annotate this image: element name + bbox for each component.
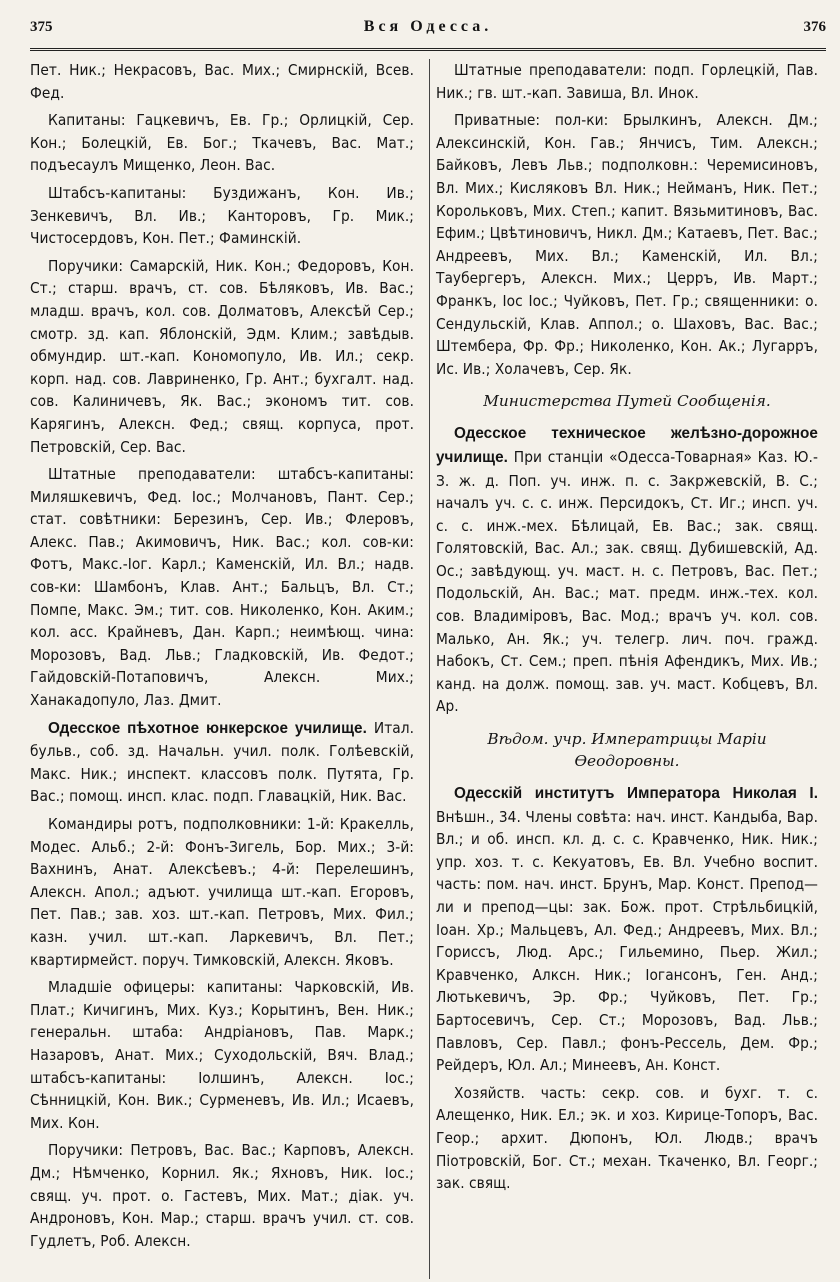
institution-entry	[436, 782, 818, 1077]
paragraph: Пет. Ник.; Некрасовъ, Вас. Мих.; Смирнскій, Всев. Фед.	[30, 61, 414, 102]
paragraph: Приватные: пол-ки: Брылкинъ, Алексн. Дм.; Алексинскій, Кон. Гав.; Янчисъ, Тим. Алексн.; Байковъ, Левъ Льв.; подполковн.: Черемисиновъ, Вл. Мих.; Кисляковъ Вл. Ник.; Нейманъ, Ник. Пет.; Корольковъ, Мих. Степ.; капит. Вязьмитиновъ, Вас. Ефим.; Цвѣтиновичъ, Никл. Дм.; Катаевъ, Пет. Вас.; Андреевъ, Мих. Вл.; Каменскій, Ил. Вл.; Таубергеръ, Алексн. Мих.; Церръ, Ив. Март.; Франкъ, Іос Іос.; Чуйковъ, Пет. Гр.; священники: о. Сендульскій, Клав. Аппол.; о. Шаховъ, Вас. Вас.; Штембера, Фр. Фр.; Николенко, Кон. Ак.; Лугарръ, Ис. Ив.; Холачевъ, Сер. Як.	[436, 111, 818, 378]
right-column	[436, 59, 818, 1257]
paragraph: Штатные преподаватели: штабсъ-капитаны: Миляшкевичъ, Фед. Іос.; Молчановъ, Пант. Сер.; стат. совѣтники: Березинъ, Сер. Ив.; Флеровъ, Алекс. Пав.; Акимовичъ, Ник. Вас.; кол. сов-ки: Фотъ, Макс.-Іог. Карл.; Каменскій, Ил. Вл.; надв. сов-ки: Шамбонъ, Клав. Ант.; Бальцъ, Вл. Ст.; Помпе, Макс. Эм.; тит. сов. Николенко, Кон. Аким.; кол. асс. Крайневъ, Дан. Карп.; неимѣющ. чина: Морозовъ, Вад. Льв.; Гладковскій, Ив. Федот.; Гайдовскій-Потаповичъ, Алексн. Мих.; Ханакадопуло, Лаз. Дмит.	[30, 465, 414, 710]
paragraph: Штабсъ-капитаны: Буздижанъ, Кон. Ив.; Зенкевичъ, Вл. Ив.; Канторовъ, Гр. Мик.; Чистосердовъ, Кон. Пет.; Фаминскій.	[30, 183, 414, 248]
institution-entry	[436, 422, 818, 718]
institution-name: Одесскій институтъ Императора Николая І.	[454, 785, 818, 803]
paragraph: Хозяйств. часть: секр. сов. и бухг. т. с. Алещенко, Ник. Ел.; эк. и хоз. Кирице-Топоръ, Вас. Геор.; архит. Дюпонъ, Юл. Людв.; врачъ Піотровскій, Бог. Ст.; механ. Ткаченко, Вл. Георг.; зак. свящ.	[436, 1083, 818, 1193]
institution-text: Итал. бульв., соб. зд. Начальн. учил. полк. Голѣевскій, Макс. Ник.; инспект. классовъ полк. Путята, Гр. Вас.; помощ. инсп. клас. подп. Главацкій, Ник. Вас.	[30, 718, 415, 806]
paragraph: Поручики: Самарскій, Ник. Кон.; Федоровъ, Кон. Ст.; старш. врачъ, ст. сов. Бѣляковъ, Ив. Вас.; младш. врачъ, кол. сов. Долматовъ, Алексѣй Сер.; смотр. зд. кап. Яблонскій, Эдм. Клим.; завѣдыв. обмундир. шт.-кап. Кономопуло, Ив. Ил.; секр. корп. над. сов. Лавриненко, Гр. Ант.; бухгалт. над. сов. Калиничевъ, Як. Вас.; экономъ тит. сов. Карягинъ, Алексн. Фед.; свящ. корпуса, прот. Петровскій, Сер. Вас.	[30, 256, 414, 456]
paragraph: Штатные преподаватели: подп. Горлецкій, Пав. Ник.; гв. шт.-кап. Завиша, Вл. Инок.	[436, 61, 818, 102]
section-heading: Министерства Путей Сообщенія.	[483, 392, 771, 411]
page-number-right: 376	[803, 19, 826, 35]
column-divider	[429, 59, 430, 1279]
two-column-body	[30, 59, 826, 1257]
left-column	[30, 59, 420, 1257]
institution-text: При станціи «Одесса-Товарная» Каз. Ю.-З. ж. д. Поп. уч. инж. п. с. Закржевскій, В. С.; началъ уч. с. с. инж. Персидокъ, Ст. Иг.; инсп. уч. с. с. инж.-мех. Бѣлицай, Ев. Вас.; зак. свящ. Голятовскій, Вас. Ал.; зак. свящ. Дубишевскій, Ад. Ос.; завѣдующ. уч. маст. н. с. Петровъ, Вас. Пет.; Подольскій, Ан. Вас.; мат. предм. инж.-тех. кол. сов. Владиміровъ, Вас. Мод.; врачъ уч. кол. сов. Малько, Ан. Як.; уч. телегр. лич. поч. гражд. Набокъ, Ст. Сем.; преп. пѣнія Афендикъ, Мих. Ив.; канд. на долж. помощ. зав. уч. маст. Кобцевъ, Вл. Ар.	[436, 447, 818, 716]
paragraph: Поручики: Петровъ, Вас. Вас.; Карповъ, Алексн. Дм.; Нѣмченко, Корнил. Як.; Яхновъ, Ник. Іос.; свящ. уч. прот. о. Гастевъ, Мих. Мат.; діак. уч. Андроновъ, Кон. Мар.; старш. врачъ учил. ст. сов. Гудлетъ, Роб. Алексн.	[30, 1141, 414, 1250]
page-header	[30, 18, 826, 42]
running-title: Вся Одесса.	[363, 18, 493, 35]
institution-entry	[30, 717, 414, 808]
header-rule	[30, 48, 826, 51]
institution-text: Внѣшн., 34. Члены совѣта: нач. инст. Кандыба, Вар. Вл.; и об. инсп. кл. д. с. с. Кравченко, Ник. Ник.; упр. хоз. т. с. Кекуатовъ, Ев. Вл. Учебно воспит. часть: пом. нач. инст. Брунъ, Мар. Конст. Препод—ли и препод—цы: зак. Бож. прот. Стрѣльбицкій, Іоан. Хр.; Мальцевъ, Ал. Фед.; Андреевъ, Мих. Вл.; Гориссъ, Люд. Арс.; Гильемино, Пьер. Жил.; Кравченко, Алксн. Ник.; Іогансонъ, Ген. Анд.; Лютькевичъ, Эр. Фр.; Чуйковъ, Пет. Гр.; Бартосевичъ, Сер. Ст.; Морозовъ, Вад. Льв.; Павловъ, Сер. Павл.; фонъ-Рессель, Дем. Фр.; Рейдеръ, Юл. Ал.; Минеевъ, Ан. Конст.	[436, 807, 818, 1075]
paragraph: Командиры ротъ, подполковники: 1-й: Кракелль, Модес. Альб.; 2-й: Фонъ-Зигель, Бор. Мих.; 3-й: Вахнинъ, Анат. Алексѣевъ.; 4-й: Перелешинъ, Алексн. Апол.; адъют. училища шт.-кап. Егоровъ, Пет. Пав.; зав. хоз. шт.-кап. Петровъ, Мих. Фил.; казн. учил. шт.-кап. Ларкевичъ, Вл. Пет.; квартирмейст. поруч. Тимковскій, Алексн. Яковъ.	[30, 815, 414, 969]
page-number-left: 375	[30, 19, 53, 35]
institution-name: Одесское техническое желѣзно-дорожное училище.	[436, 425, 818, 466]
paragraph: Капитаны: Гацкевичъ, Ев. Гр.; Орлицкій, Сер. Кон.; Болецкій, Ев. Бог.; Ткачевъ, Вас. Мат.; подъесаулъ Мищенко, Леон. Вас.	[30, 111, 414, 175]
paragraph: Младшіе офицеры: капитаны: Чарковскій, Ив. Плат.; Кичигинъ, Мих. Куз.; Корытинъ, Вен. Ник.; генеральн. штаба: Андріановъ, Пав. Марк.; Назаровъ, Анат. Мих.; Суходольскій, Вяч. Влад.; штабсъ-капитаны: Іолшинъ, Алексн. Іос.; Сѣнницкій, Кон. Вик.; Сурменевъ, Ив. Ил.; Исаевъ, Мих. Кон.	[30, 978, 414, 1132]
section-heading: Вѣдом. учр. Императрицы Маріи Ѳеодоровны.	[487, 730, 767, 771]
institution-name: Одесское пѣхотное юнкерское училище.	[48, 719, 367, 737]
